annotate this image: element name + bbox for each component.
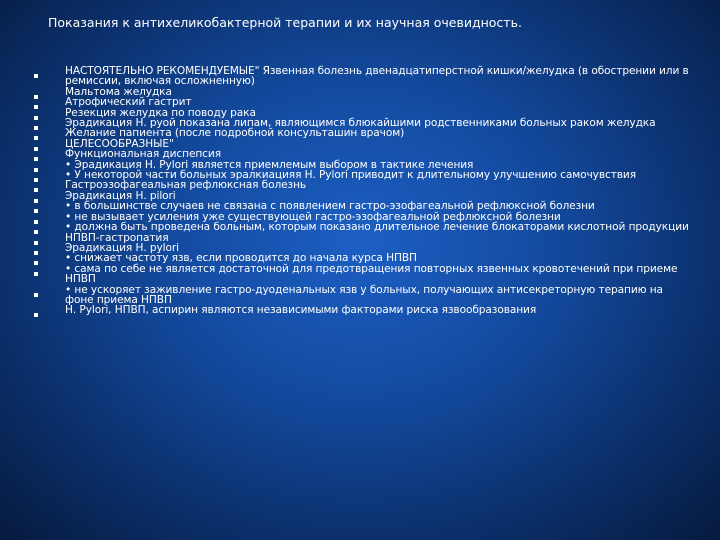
- square-bullet-icon: [34, 293, 38, 297]
- list-item-text: Гастроэзофагеальная рефлюксная болезнь: [65, 179, 307, 192]
- list-item-text: Желание папиента (после подробной консульташин врачом): [65, 127, 405, 140]
- list-item-text: • сама по себе не является достаточной для предотвращения повторных язвенных кровотечений при приеме НПВП: [65, 262, 678, 286]
- square-bullet-icon: [34, 272, 38, 276]
- list-item-text: ЦЕЛЕСООБРАЗНЫЕ": [65, 137, 174, 150]
- square-bullet-icon: [34, 313, 38, 317]
- list-item-text: • не ускоряет заживление гастро-дуоденальных язв у больных, получающих антисекреторную терапию на фоне приема НПВП: [65, 283, 663, 306]
- square-bullet-icon: [34, 74, 38, 78]
- list-item: [34, 264, 689, 285]
- list-item: [34, 305, 689, 315]
- list-item-text: НПВП-гастропатия: [65, 231, 169, 244]
- list-item-text: Эрадикация Н. pilori: [65, 189, 176, 202]
- bullet-list: [34, 66, 689, 316]
- list-item: [34, 222, 689, 232]
- list-item-text: Эрадикация Н. руой показана липам, являющимся блюкайшими родственниками больных раком желудка: [65, 117, 656, 130]
- list-item: [34, 66, 689, 87]
- list-item-text: • не вызывает усиления уже существующей гастро-эзофагеальной рефлюксной болезни: [65, 210, 561, 223]
- list-item-text: Функциональная диспепсия: [65, 148, 221, 161]
- list-item: [34, 285, 689, 306]
- list-item-text: Мальтома желудка: [65, 85, 172, 98]
- list-item-text: Атрофический гастрит: [65, 96, 192, 109]
- list-item-text: • должна быть проведена больным, которым показано длительное лечение блокаторами кислотной продукции: [65, 221, 689, 234]
- slide-title: Показания к антихеликобактерной терапии и их научная очевидность.: [48, 15, 522, 30]
- list-item-text: • Эрадикация Н. Pylori является приемлемым выбором в тактике лечения: [65, 158, 474, 171]
- list-item-text: • У некоторой части больных эралкиацияя Н. Pylori приводит к длительному улучшению самочувствия: [65, 169, 636, 182]
- list-item-text: • снижает частоту язв, если проводится до начала курса НПВП: [65, 252, 417, 265]
- list-item-text: Эрадикация Н. pylori: [65, 241, 179, 254]
- list-item-text: Резекция желудка по поводу рака: [65, 106, 256, 119]
- list-item-text: • в большинстве случаев не связана с появлением гастро-эзофагеальной рефлюксной болезни: [65, 200, 595, 213]
- list-item-text: НАСТОЯТЕЛЬНО РЕКОМЕНДУЕМЫЕ" Язвенная болезнь двенадцатиперстной кишки/желудка (в обострении или в ремиссии, включая осложненную): [65, 65, 689, 88]
- list-item-text: Н. Pylori, НПВП, аспирин являются независимыми факторами риска язвообразования: [65, 304, 537, 317]
